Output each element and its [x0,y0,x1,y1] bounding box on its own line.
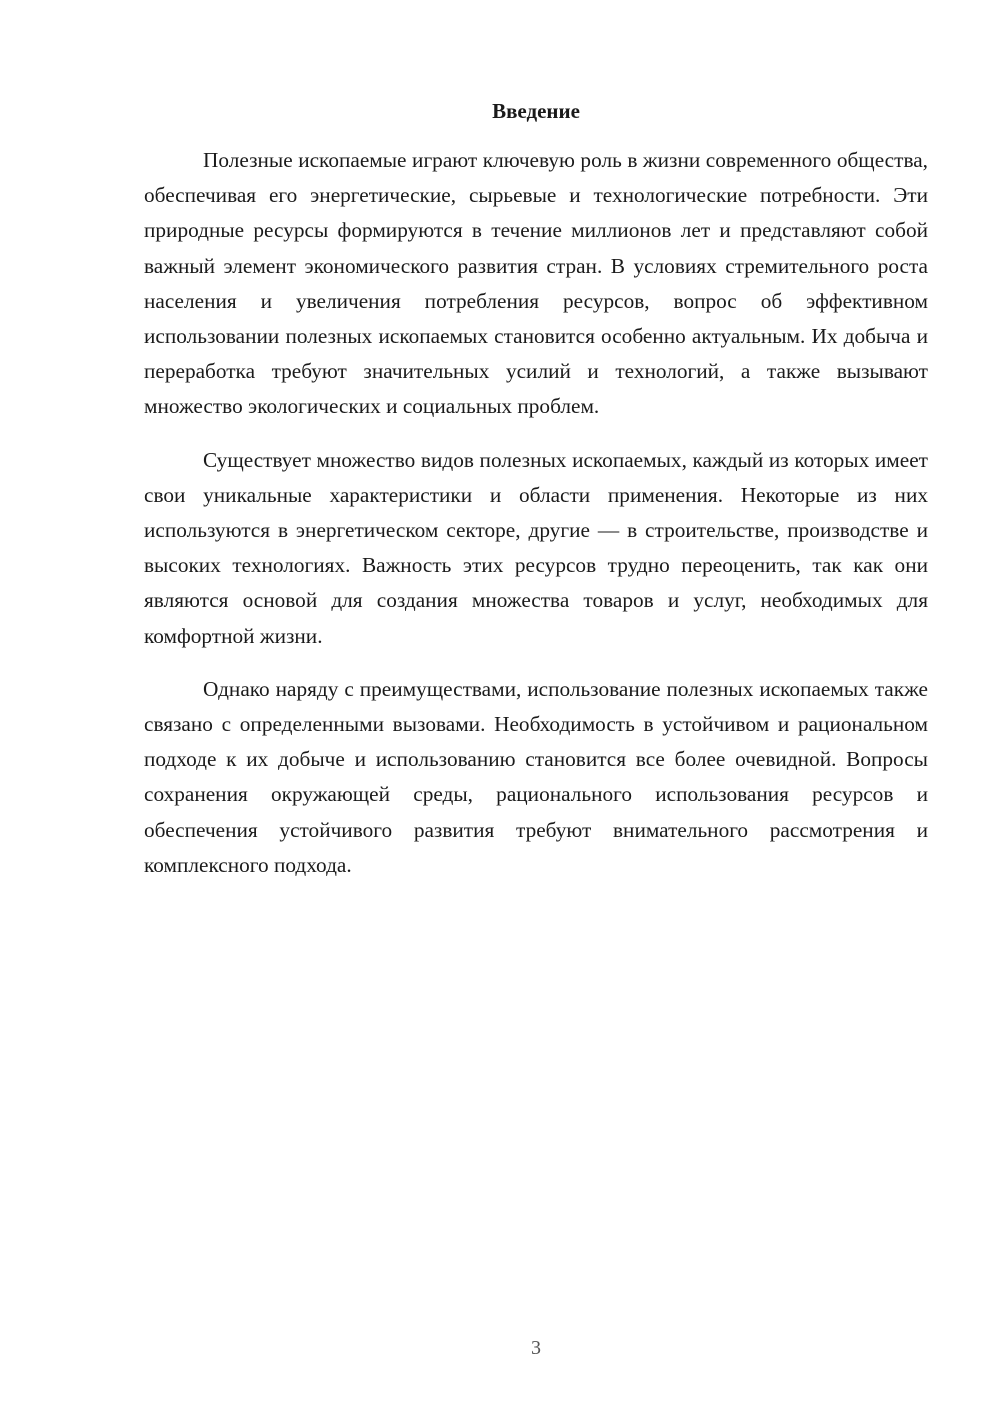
paragraph-2: Существует множество видов полезных ископаемых, каждый из которых имеет свои уникальные характеристики и области применения. Некоторые из них используются в энергетическом секторе, другие — в строительстве, производстве и высоких технологиях. Важность этих ресурсов трудно переоценить, так как они являются основой для создания множества товаров и услуг, необходимых для комфортной жизни. [144,447,928,648]
page-number: 3 [531,1337,541,1359]
page-title: Введение [492,99,580,123]
paragraph-1: Полезные ископаемые играют ключевую роль в жизни современного общества, обеспечивая его энергетические, сырьевые и технологические потребности. Эти природные ресурсы формируются в течение миллионов лет и представляют собой важный элемент экономического развития стран. В условиях стремительного роста населения и увеличения потребления ресурсов, вопрос об эффективном использовании полезных ископаемых становится особенно актуальным. Их добыча и переработка требуют значительных усилий и технологий, а также вызывают множество экологических и социальных проблем. [144,148,928,419]
document-body [144,143,928,883]
paragraph-3: Однако наряду с преимуществами, использование полезных ископаемых также связано с определенными вызовами. Необходимость в устойчивом и рациональном подходе к их добыче и использованию становится все более очевидной. Вопросы сохранения окружающей среды, рационального использования ресурсов и обеспечения устойчивого развития требуют внимательного рассмотрения и комплексного подхода. [144,676,928,877]
